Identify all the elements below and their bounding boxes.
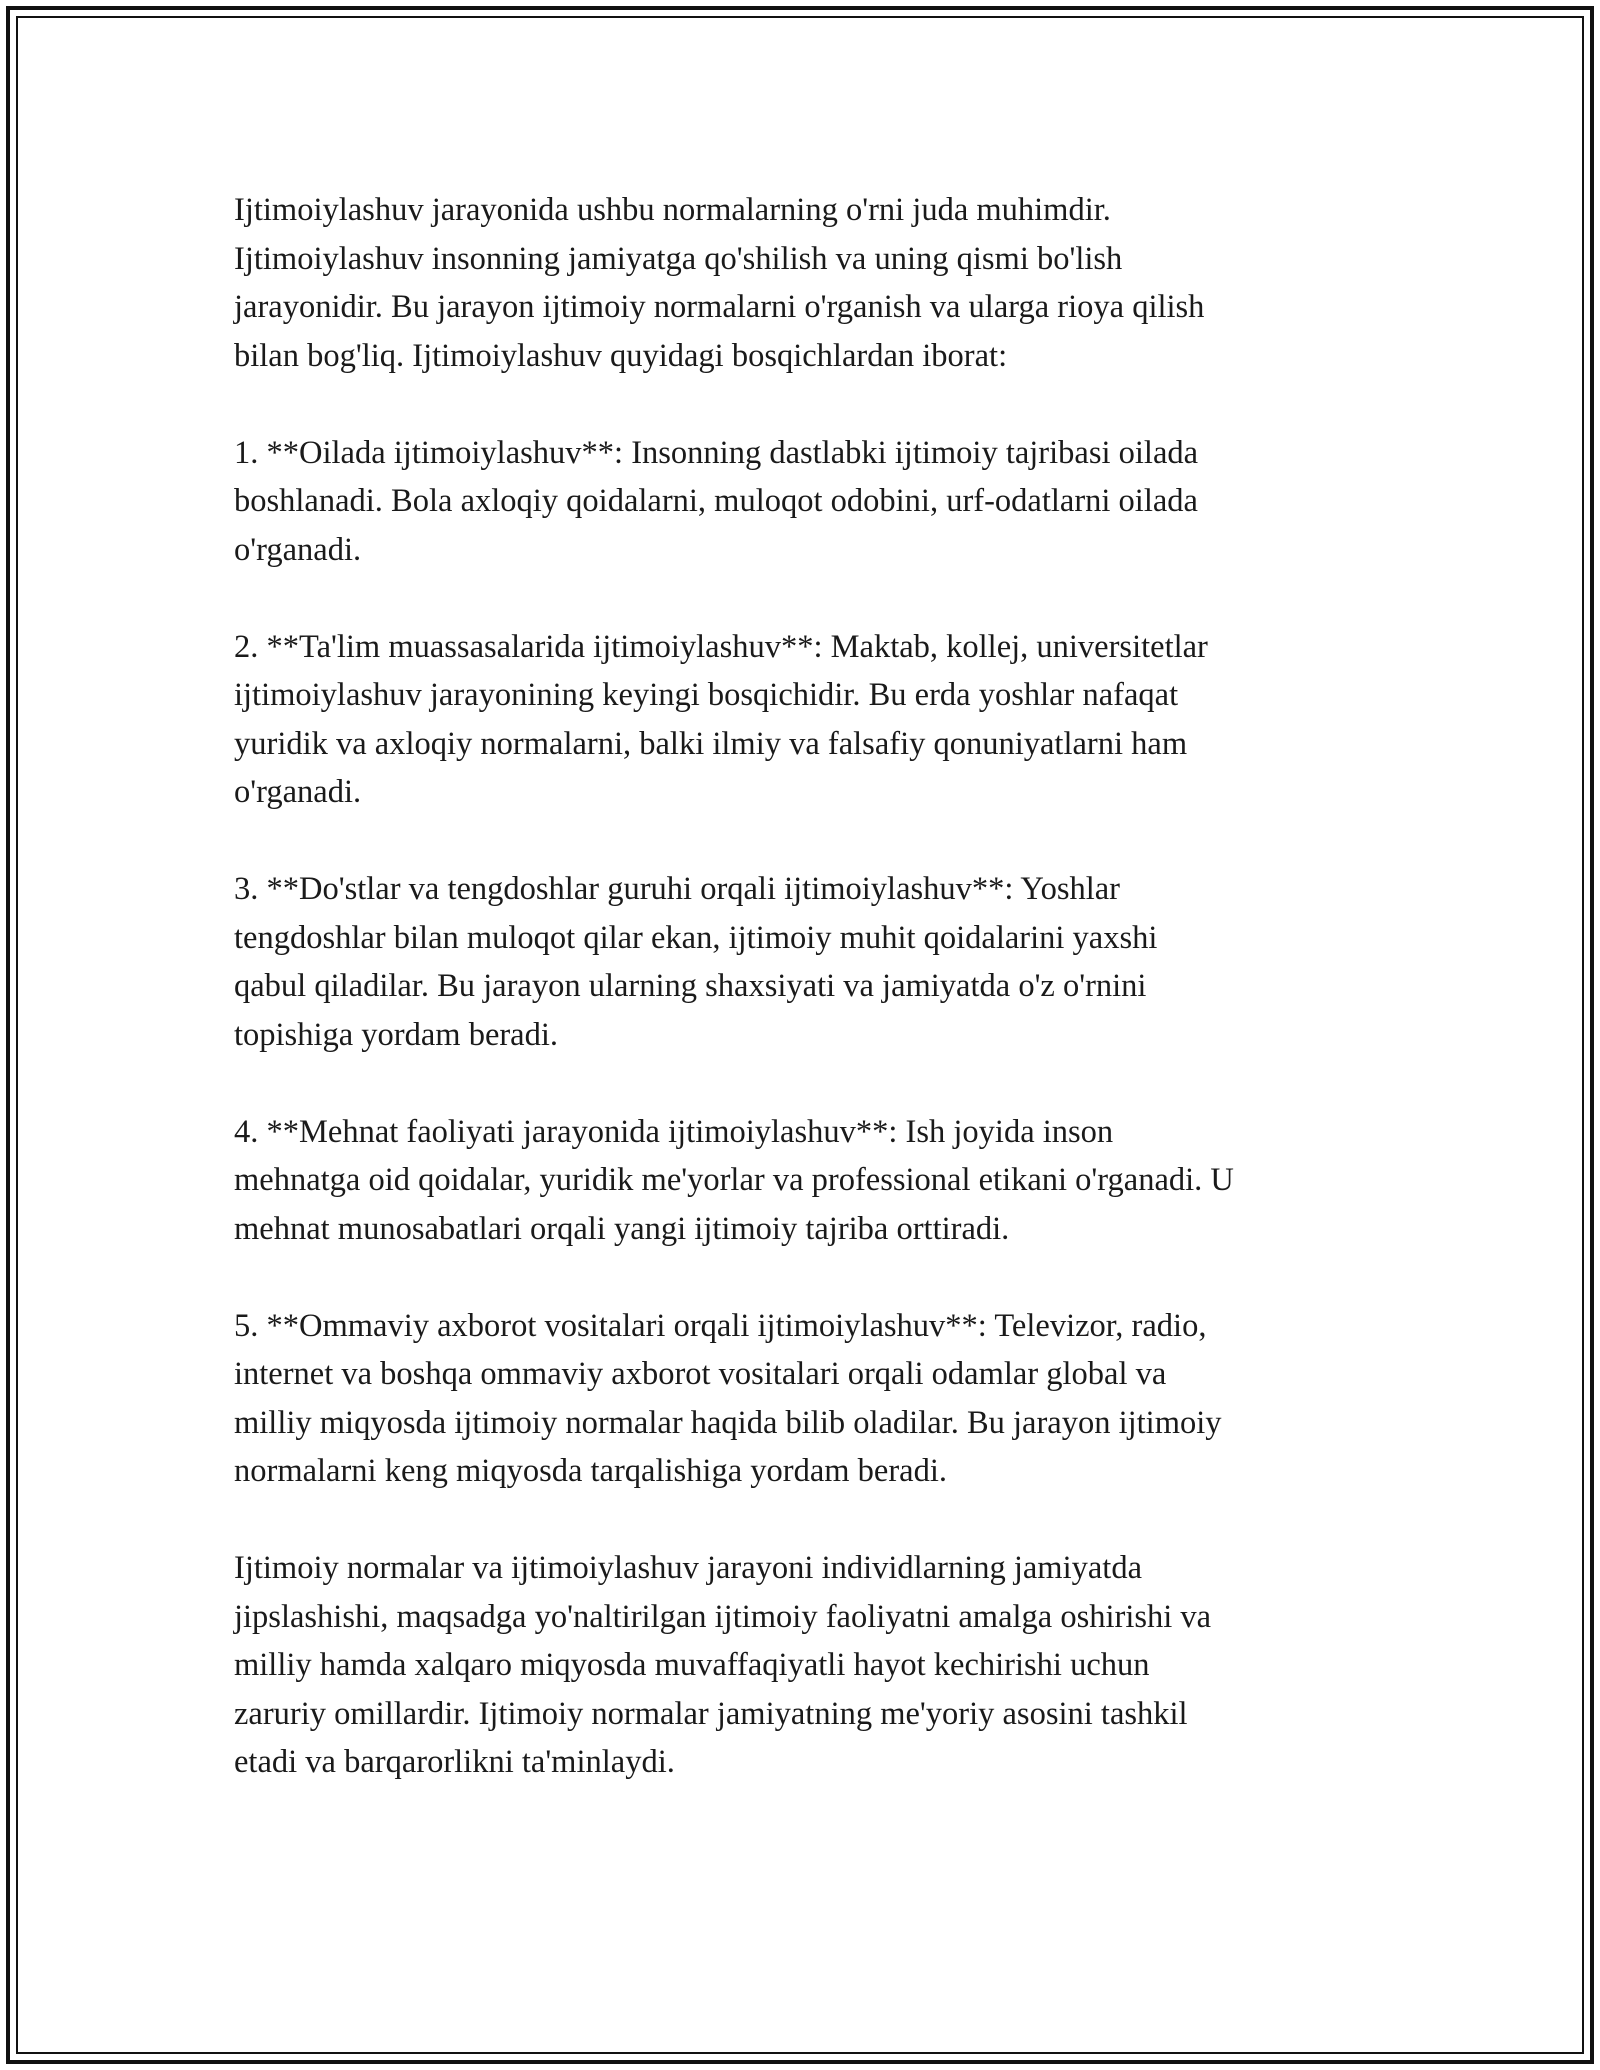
list-item-media-socialization: 5. **Ommaviy axborot vositalari orqali ijtimoiylashuv**: Televizor, radio, internet va boshqa ommaviy axborot vositalari orqali odamlar global va milliy miqyosda ijtimoiy normalar haqida bilib oladilar. Bu jarayon ijtimoiy normalarni keng miqyosda tarqalishiga yordam beradi. — [234, 1307, 1222, 1489]
list-item-peer-socialization: 3. **Do'stlar va tengdoshlar guruhi orqali ijtimoiylashuv**: Yoshlar tengdoshlar bilan muloqot qilar ekan, ijtimoiy muhit qoidalarini yaxshi qabul qiladilar. Bu jarayon ularning shaxsiyati va jamiyatda o'z o'rnini topishiga yordam beradi. — [234, 871, 1158, 1053]
list-item-family-socialization: 1. **Oilada ijtimoiylashuv**: Insonning dastlabki ijtimoiy tajribasi oilada boshlanadi. Bola axloqiy qoidalarni, muloqot odobini, urf-odatlarni oilada o'rganadi. — [234, 434, 1199, 568]
conclusion-paragraph: Ijtimoiy normalar va ijtimoiylashuv jarayoni individlarning jamiyatda jipslashishi, maqsadga yo'naltirilgan ijtimoiy faoliyatni amalga oshirishi va milliy hamda xalqaro miqyosda muvaffaqiyatli hayot kechirishi uchun zaruriy omillardir. Ijtimoiy normalar jamiyatning me'yoriy asosini tashkil etadi va barqarorlikni ta'minlaydi. — [234, 1550, 1212, 1780]
list-item-work-socialization: 4. **Mehnat faoliyati jarayonida ijtimoiylashuv**: Ish joyida inson mehnatga oid qoidalar, yuridik me'yorlar va professional etikani o'rganadi. U mehnat munosabatlari orqali yangi ijtimoiy tajriba orttiradi. — [234, 1113, 1234, 1247]
intro-paragraph: Ijtimoiylashuv jarayonida ushbu normalarning o'rni juda muhimdir. Ijtimoiylashuv insonning jamiyatga qo'shilish va uning qismi bo'lish jarayonidir. Bu jarayon ijtimoiy normalarni o'rganish va ularga rioya qilish bilan bog'liq. Ijtimoiylashuv quyidagi bosqichlardan iborat: — [234, 192, 1205, 374]
list-item-education-socialization: 2. **Ta'lim muassasalarida ijtimoiylashuv**: Maktab, kollej, universitetlar ijtimoiylashuv jarayonining keyingi bosqichidir. Bu erda yoshlar nafaqat yuridik va axloqiy normalarni, balki ilmiy va falsafiy qonuniyatlarni ham o'rganadi. — [234, 628, 1208, 810]
document-body — [234, 186, 1394, 1787]
